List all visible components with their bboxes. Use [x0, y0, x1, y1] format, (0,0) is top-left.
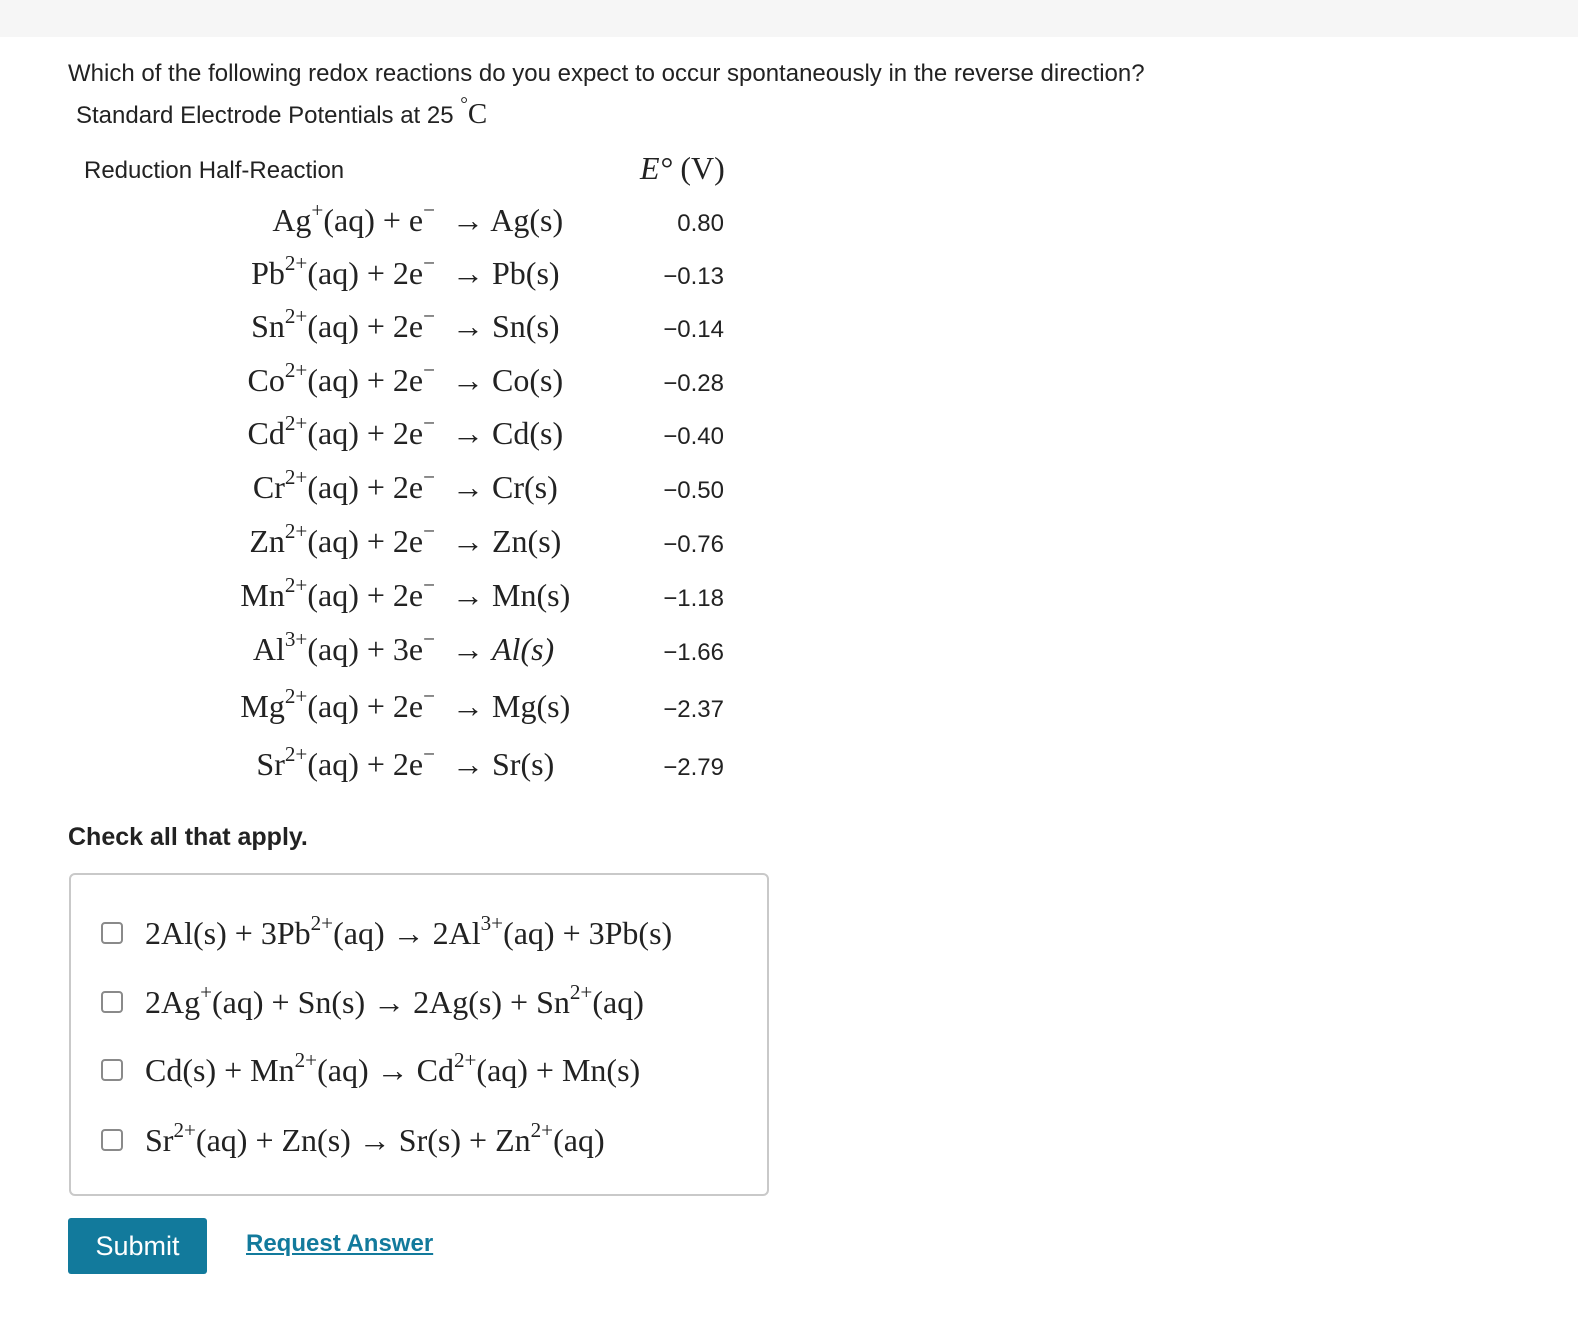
reactant-charge: + — [311, 198, 324, 223]
reaction-rhs — [452, 631, 554, 668]
potential-value: −0.28 — [663, 370, 724, 397]
potential-value: −0.50 — [663, 477, 724, 504]
reaction-lhs — [80, 627, 435, 668]
ion-charge: 2+ — [173, 1117, 196, 1142]
potential-value: −0.13 — [663, 263, 724, 290]
reactant-rest: (aq) + 2e — [307, 746, 424, 782]
arrow-icon: → — [452, 415, 484, 451]
reactant-rest: (aq) + 2e — [307, 362, 424, 398]
reaction-rhs — [452, 746, 554, 783]
electron-charge: − — [423, 684, 435, 709]
reactant-species: Cd — [247, 415, 285, 451]
arrow-icon: → — [452, 631, 484, 667]
option-equation — [145, 1117, 605, 1159]
celsius-symbol: C — [467, 98, 488, 130]
column-header-potential — [640, 150, 725, 187]
product: Pb(s) — [492, 255, 560, 291]
electron-charge: − — [423, 627, 435, 652]
reactant-charge: 2+ — [284, 411, 308, 436]
equation-segment: (aq) → Cd — [317, 1051, 454, 1088]
option-equation — [145, 1047, 641, 1089]
electron-charge: − — [423, 411, 435, 436]
request-answer-link[interactable]: Request Answer — [246, 1230, 434, 1257]
reaction-rhs — [452, 308, 560, 345]
reaction-lhs — [80, 684, 435, 725]
product: Sr(s) — [492, 746, 555, 782]
reaction-row — [0, 684, 760, 738]
equation-segment: Sr — [145, 1121, 174, 1158]
electron-charge: − — [423, 573, 435, 598]
reactant-species: Ag — [272, 202, 312, 238]
answer-option[interactable] — [101, 911, 672, 955]
option-checkbox[interactable] — [101, 922, 123, 944]
product: Sn(s) — [492, 308, 560, 344]
reaction-row — [0, 198, 760, 252]
reaction-lhs — [80, 742, 435, 783]
arrow-icon: → — [452, 577, 484, 613]
reaction-row — [0, 742, 760, 796]
question-text: Which of the following redox reactions do you expect to occur spontaneously in the reverse direction? — [68, 60, 1145, 87]
option-checkbox[interactable] — [101, 991, 123, 1013]
reaction-lhs — [80, 358, 435, 399]
reaction-row — [0, 304, 760, 358]
reactant-rest: (aq) + 2e — [307, 308, 424, 344]
answer-option[interactable] — [101, 1048, 640, 1092]
product: Ag(s) — [490, 202, 564, 238]
reaction-rhs — [452, 469, 558, 506]
reaction-row — [0, 573, 760, 627]
equation-segment: (aq) + Sn(s) → 2Ag(s) + Sn — [212, 983, 570, 1020]
reactant-species: Sr — [256, 746, 285, 782]
ion-charge: 2+ — [294, 1047, 318, 1072]
electron-charge: − — [423, 519, 435, 544]
reaction-rhs — [452, 362, 563, 399]
reactant-rest: (aq) + 2e — [307, 255, 424, 291]
potential-value: −1.18 — [663, 585, 724, 612]
potential-value: −2.79 — [663, 754, 724, 781]
reactant-rest: (aq) + 2e — [307, 577, 424, 613]
reaction-lhs — [80, 465, 435, 506]
table-title-prefix: Standard Electrode Potentials at 25 — [76, 102, 461, 129]
equation-segment: (aq) + Mn(s) — [476, 1051, 641, 1088]
reactant-rest: (aq) + 2e — [307, 688, 424, 724]
reaction-rhs — [452, 202, 563, 239]
option-checkbox[interactable] — [101, 1129, 123, 1151]
arrow-icon: → — [452, 202, 484, 238]
reactant-species: Mg — [240, 688, 285, 724]
product: Zn(s) — [492, 523, 562, 559]
submit-button[interactable]: Submit — [68, 1218, 207, 1274]
potential-value: −1.66 — [663, 639, 724, 666]
equation-segment: (aq) — [592, 983, 644, 1020]
equation-segment: (aq) + Zn(s) → Sr(s) + Zn — [195, 1121, 531, 1158]
reactant-charge: 2+ — [284, 684, 308, 709]
reaction-row — [0, 465, 760, 519]
potential-symbol: E° — [640, 150, 673, 186]
equation-segment: 2Ag — [145, 983, 201, 1020]
temperature-unit — [460, 94, 488, 130]
arrow-icon: → — [452, 255, 484, 291]
option-equation — [145, 979, 644, 1021]
product: Cd(s) — [492, 415, 564, 451]
equation-segment: (aq) + 3Pb(s) — [503, 914, 673, 951]
reactant-rest: (aq) + 2e — [307, 523, 424, 559]
potential-value: 0.80 — [677, 210, 724, 237]
reactant-charge: 2+ — [284, 251, 308, 276]
reaction-row — [0, 251, 760, 305]
potential-value: −0.76 — [663, 531, 724, 558]
equation-segment: Cd(s) + Mn — [145, 1051, 295, 1088]
electron-charge: − — [423, 304, 435, 329]
reactant-rest: (aq) + e — [323, 202, 424, 238]
arrow-icon: → — [452, 523, 484, 559]
answer-option[interactable] — [101, 980, 644, 1024]
ion-charge: 2+ — [310, 910, 334, 935]
product: Al(s) — [492, 631, 555, 667]
reactant-species: Co — [247, 362, 285, 398]
electron-charge: − — [423, 742, 435, 767]
product: Mn(s) — [492, 577, 571, 613]
answer-option[interactable] — [101, 1118, 605, 1162]
reaction-lhs — [80, 573, 435, 614]
reactant-charge: 2+ — [284, 465, 308, 490]
reactant-rest: (aq) + 2e — [307, 469, 424, 505]
reaction-lhs — [80, 411, 435, 452]
reactant-species: Pb — [251, 255, 285, 291]
reactant-species: Al — [252, 631, 285, 667]
potential-value: −0.14 — [663, 316, 724, 343]
reaction-rhs — [452, 415, 563, 452]
reaction-lhs — [80, 198, 435, 239]
reactant-rest: (aq) + 2e — [307, 415, 424, 451]
electron-charge: − — [423, 465, 435, 490]
potential-value: −2.37 — [663, 696, 724, 723]
table-title — [76, 94, 488, 131]
ion-charge: 3+ — [480, 910, 504, 935]
ion-charge: 2+ — [453, 1047, 477, 1072]
reactant-species: Cr — [252, 469, 285, 505]
equation-segment: 2Al(s) + 3Pb — [145, 914, 311, 951]
electron-charge: − — [423, 251, 435, 276]
option-equation — [145, 910, 673, 952]
electron-charge: − — [423, 358, 435, 383]
top-bar — [0, 0, 1578, 37]
ion-charge: 2+ — [569, 979, 593, 1004]
arrow-icon: → — [452, 308, 484, 344]
reactant-charge: 2+ — [284, 304, 308, 329]
column-header-reaction: Reduction Half-Reaction — [84, 157, 345, 184]
equation-segment: (aq) → 2Al — [333, 914, 481, 951]
reactant-rest: (aq) + 3e — [307, 631, 424, 667]
reaction-lhs — [80, 304, 435, 345]
reaction-rhs — [452, 523, 561, 560]
product: Mg(s) — [492, 688, 571, 724]
reactant-charge: 2+ — [284, 742, 308, 767]
reaction-row — [0, 627, 760, 681]
reactant-charge: 2+ — [284, 573, 308, 598]
arrow-icon: → — [452, 746, 484, 782]
potential-value: −0.40 — [663, 423, 724, 450]
reaction-row — [0, 519, 760, 573]
reaction-row — [0, 358, 760, 412]
degree-symbol: ° — [460, 94, 468, 116]
arrow-icon: → — [452, 688, 484, 724]
options-box — [69, 873, 769, 1196]
reaction-lhs — [80, 251, 435, 292]
product: Cr(s) — [492, 469, 558, 505]
electron-charge: − — [423, 198, 435, 223]
option-checkbox[interactable] — [101, 1059, 123, 1081]
reaction-rhs — [452, 688, 570, 725]
check-all-label: Check all that apply. — [68, 823, 308, 851]
reactant-species: Sn — [251, 308, 285, 344]
reactant-charge: 3+ — [284, 627, 308, 652]
potential-unit: (V) — [680, 150, 725, 186]
equation-segment: (aq) — [553, 1121, 605, 1158]
product: Co(s) — [492, 362, 564, 398]
reactant-species: Zn — [249, 523, 285, 559]
ion-charge: 2+ — [530, 1117, 554, 1142]
reaction-lhs — [80, 519, 435, 560]
arrow-icon: → — [452, 469, 484, 505]
arrow-icon: → — [452, 362, 484, 398]
reactant-charge: 2+ — [284, 358, 308, 383]
reactant-charge: 2+ — [284, 519, 308, 544]
ion-charge: + — [200, 979, 213, 1004]
reaction-row — [0, 411, 760, 465]
reaction-rhs — [452, 577, 570, 614]
reactant-species: Mn — [240, 577, 285, 613]
reaction-rhs — [452, 255, 560, 292]
